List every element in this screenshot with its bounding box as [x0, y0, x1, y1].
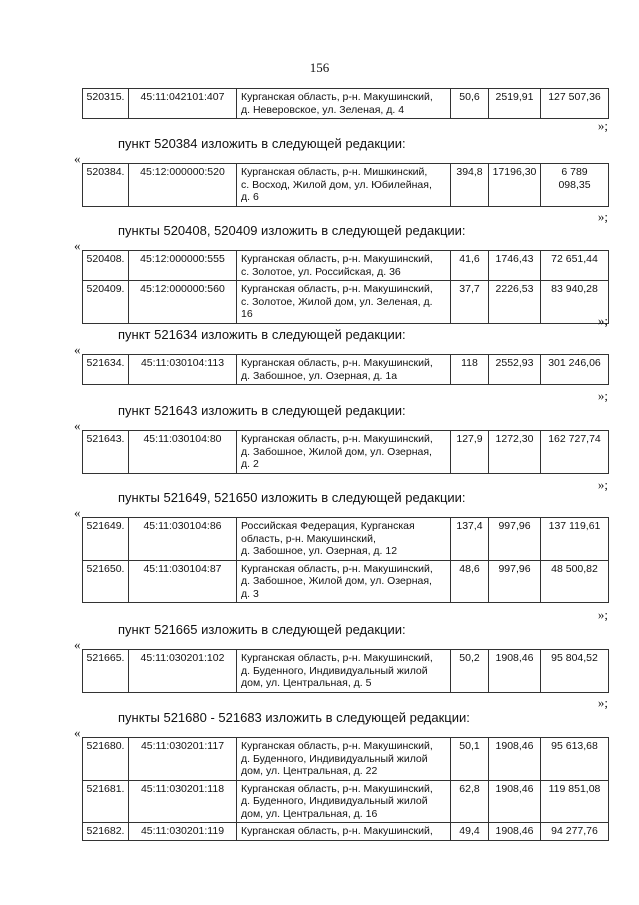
rate-cell: 1908,46 — [489, 650, 541, 693]
cadastral-number-cell: 45:11:030104:113 — [129, 355, 237, 385]
close-quote-mark: »; — [597, 477, 608, 492]
table-row — [83, 823, 609, 841]
property-table — [82, 517, 609, 603]
address-cell — [237, 738, 451, 781]
address-line: д. 3 — [241, 587, 259, 600]
address-line: д. Буденного, Индивидуальный жилой — [241, 664, 428, 677]
value-cell: 83 940,28 — [541, 281, 609, 324]
rate-cell: 997,96 — [489, 560, 541, 603]
area-cell: 50,6 — [451, 89, 489, 119]
address-line: д. Забошное, ул. Озерная, д. 1а — [241, 369, 398, 382]
address-cell — [237, 164, 451, 207]
address-line: Курганская область, р-н. Макушинский, — [241, 91, 433, 103]
value-cell: 162 727,74 — [541, 431, 609, 474]
rate-cell: 1746,43 — [489, 251, 541, 281]
property-table — [82, 163, 609, 207]
address-line: д. 6 — [241, 191, 259, 203]
row-number-cell: 521634. — [83, 355, 129, 385]
table-row — [83, 89, 609, 119]
rate-cell: 1908,46 — [489, 738, 541, 781]
address-cell — [237, 780, 451, 823]
close-quote-mark: »; — [597, 313, 608, 328]
address-line: Курганская область, р-н. Макушинский, — [241, 253, 433, 265]
address-line: д. Забошное, Жилой дом, ул. Озерная, — [241, 575, 432, 587]
amendment-instruction: пункт 521643 изложить в следующей редакции: — [118, 403, 406, 418]
close-quote-mark: »; — [597, 607, 608, 622]
table-row — [83, 560, 609, 603]
value-cell: 48 500,82 — [541, 560, 609, 603]
area-cell: 127,9 — [451, 431, 489, 474]
area-cell: 137,4 — [451, 518, 489, 561]
close-quote-mark: »; — [597, 388, 608, 403]
open-quote-mark: « — [74, 342, 81, 357]
area-cell: 50,1 — [451, 738, 489, 781]
cadastral-number-cell: 45:11:030201:118 — [129, 780, 237, 823]
row-number-cell: 521643. — [83, 431, 129, 474]
value-cell: 6 789 098,35 — [541, 164, 609, 207]
table-row — [83, 355, 609, 385]
area-cell: 50,2 — [451, 650, 489, 693]
row-number-cell: 521682. — [83, 823, 129, 841]
amendment-instruction: пункт 521634 изложить в следующей редакции: — [118, 327, 406, 342]
cadastral-number-cell: 45:11:030104:80 — [129, 431, 237, 474]
address-line: д. Забошное, ул. Озерная, д. 12 — [241, 545, 398, 557]
address-line: дом, ул. Центральная, д. 5 — [241, 677, 372, 689]
table-row — [83, 738, 609, 781]
address-line: Курганская область, р-н. Мишкинский, — [241, 166, 428, 178]
address-cell — [237, 560, 451, 603]
rate-cell: 2552,93 — [489, 355, 541, 385]
address-line: д. Буденного, Индивидуальный жилой — [241, 795, 428, 807]
amendment-instruction: пункты 520408, 520409 изложить в следующей редакции: — [118, 223, 466, 238]
address-line: с. Золотое, ул. Российская, д. 36 — [241, 265, 401, 278]
address-line: с. Золотое, Жилой дом, ул. Зеленая, д. 16 — [241, 295, 433, 320]
cadastral-number-cell: 45:11:030201:102 — [129, 650, 237, 693]
address-line: с. Восход, Жилой дом, ул. Юбилейная, — [241, 178, 432, 191]
address-cell — [237, 281, 451, 324]
open-quote-mark: « — [74, 637, 81, 652]
rate-cell: 1908,46 — [489, 823, 541, 841]
page-number: 156 — [309, 60, 330, 75]
rate-cell: 1908,46 — [489, 780, 541, 823]
property-table — [82, 88, 609, 119]
rate-cell: 2519,91 — [489, 89, 541, 119]
address-line: дом, ул. Центральная, д. 16 — [241, 807, 378, 820]
cadastral-number-cell: 45:11:030201:119 — [129, 823, 237, 841]
value-cell: 137 119,61 — [541, 518, 609, 561]
address-line: Курганская область, р-н. Макушинский, — [241, 283, 433, 295]
value-cell: 95 804,52 — [541, 650, 609, 693]
value-cell: 72 651,44 — [541, 251, 609, 281]
cadastral-number-cell: 45:11:030104:87 — [129, 560, 237, 603]
address-line: д. Забошное, Жилой дом, ул. Озерная, — [241, 445, 432, 458]
close-quote-mark: »; — [597, 695, 608, 710]
area-cell: 41,6 — [451, 251, 489, 281]
open-quote-mark: « — [74, 418, 81, 433]
amendment-instruction: пункты 521680 - 521683 изложить в следующей редакции: — [118, 710, 470, 725]
value-cell: 95 613,68 — [541, 738, 609, 781]
address-line: Курганская область, р-н. Макушинский, — [241, 357, 433, 369]
property-table — [82, 430, 609, 474]
rate-cell: 2226,53 — [489, 281, 541, 324]
address-cell — [237, 89, 451, 119]
rate-cell: 1272,30 — [489, 431, 541, 474]
cadastral-number-cell: 45:12:000000:520 — [129, 164, 237, 207]
area-cell: 394,8 — [451, 164, 489, 207]
address-line: д. Буденного, Индивидуальный жилой — [241, 752, 428, 765]
table-row — [83, 650, 609, 693]
property-table — [82, 354, 609, 385]
address-cell — [237, 518, 451, 561]
property-table — [82, 649, 609, 693]
open-quote-mark: « — [74, 238, 81, 253]
table-row — [83, 281, 609, 324]
address-line: область, р-н. Макушинский, — [241, 532, 376, 545]
address-cell — [237, 431, 451, 474]
area-cell: 49,4 — [451, 823, 489, 841]
row-number-cell: 521680. — [83, 738, 129, 781]
address-line: дом, ул. Центральная, д. 22 — [241, 765, 378, 777]
table-row — [83, 164, 609, 207]
row-number-cell: 520408. — [83, 251, 129, 281]
cadastral-number-cell: 45:11:042101:407 — [129, 89, 237, 119]
address-cell — [237, 251, 451, 281]
table-row — [83, 431, 609, 474]
row-number-cell: 520315. — [83, 89, 129, 119]
cadastral-number-cell: 45:12:000000:560 — [129, 281, 237, 324]
address-cell — [237, 823, 451, 841]
row-number-cell: 521665. — [83, 650, 129, 693]
open-quote-mark: « — [74, 505, 81, 520]
rate-cell: 997,96 — [489, 518, 541, 561]
open-quote-mark: « — [74, 725, 81, 740]
address-line: д. 2 — [241, 458, 259, 470]
rate-cell: 17196,30 — [489, 164, 541, 207]
value-cell: 94 277,76 — [541, 823, 609, 841]
table-row — [83, 251, 609, 281]
address-line: Курганская область, р-н. Макушинский, — [241, 433, 433, 445]
value-cell: 301 246,06 — [541, 355, 609, 385]
address-line: д. Неверовское, ул. Зеленая, д. 4 — [241, 103, 405, 116]
row-number-cell: 520409. — [83, 281, 129, 324]
property-table — [82, 737, 609, 841]
address-cell — [237, 355, 451, 385]
area-cell: 62,8 — [451, 780, 489, 823]
row-number-cell: 521650. — [83, 560, 129, 603]
cadastral-number-cell: 45:12:000000:555 — [129, 251, 237, 281]
address-line: Российская Федерация, Курганская — [241, 520, 415, 532]
address-line: Курганская область, р-н. Макушинский, — [241, 652, 433, 664]
table-row — [83, 780, 609, 823]
row-number-cell: 521681. — [83, 780, 129, 823]
row-number-cell: 520384. — [83, 164, 129, 207]
value-cell: 119 851,08 — [541, 780, 609, 823]
cadastral-number-cell: 45:11:030104:86 — [129, 518, 237, 561]
row-number-cell: 521649. — [83, 518, 129, 561]
address-line: Курганская область, р-н. Макушинский, — [241, 740, 433, 752]
area-cell: 48,6 — [451, 560, 489, 603]
cadastral-number-cell: 45:11:030201:117 — [129, 738, 237, 781]
close-quote-mark: »; — [597, 209, 608, 224]
table-row — [83, 518, 609, 561]
amendment-instruction: пункт 521665 изложить в следующей редакции: — [118, 622, 406, 637]
address-line: Курганская область, р-н. Макушинский, — [241, 782, 433, 795]
value-cell: 127 507,36 — [541, 89, 609, 119]
property-table — [82, 250, 609, 324]
amendment-instruction: пункты 521649, 521650 изложить в следующей редакции: — [118, 490, 466, 505]
open-quote-mark: « — [74, 151, 81, 166]
area-cell: 37,7 — [451, 281, 489, 324]
address-cell — [237, 650, 451, 693]
close-quote-mark: »; — [597, 118, 608, 133]
address-line: Курганская область, р-н. Макушинский, — [241, 562, 433, 575]
address-line: Курганская область, р-н. Макушинский, — [241, 825, 433, 837]
area-cell: 118 — [451, 355, 489, 385]
amendment-instruction: пункт 520384 изложить в следующей редакции: — [118, 136, 406, 151]
